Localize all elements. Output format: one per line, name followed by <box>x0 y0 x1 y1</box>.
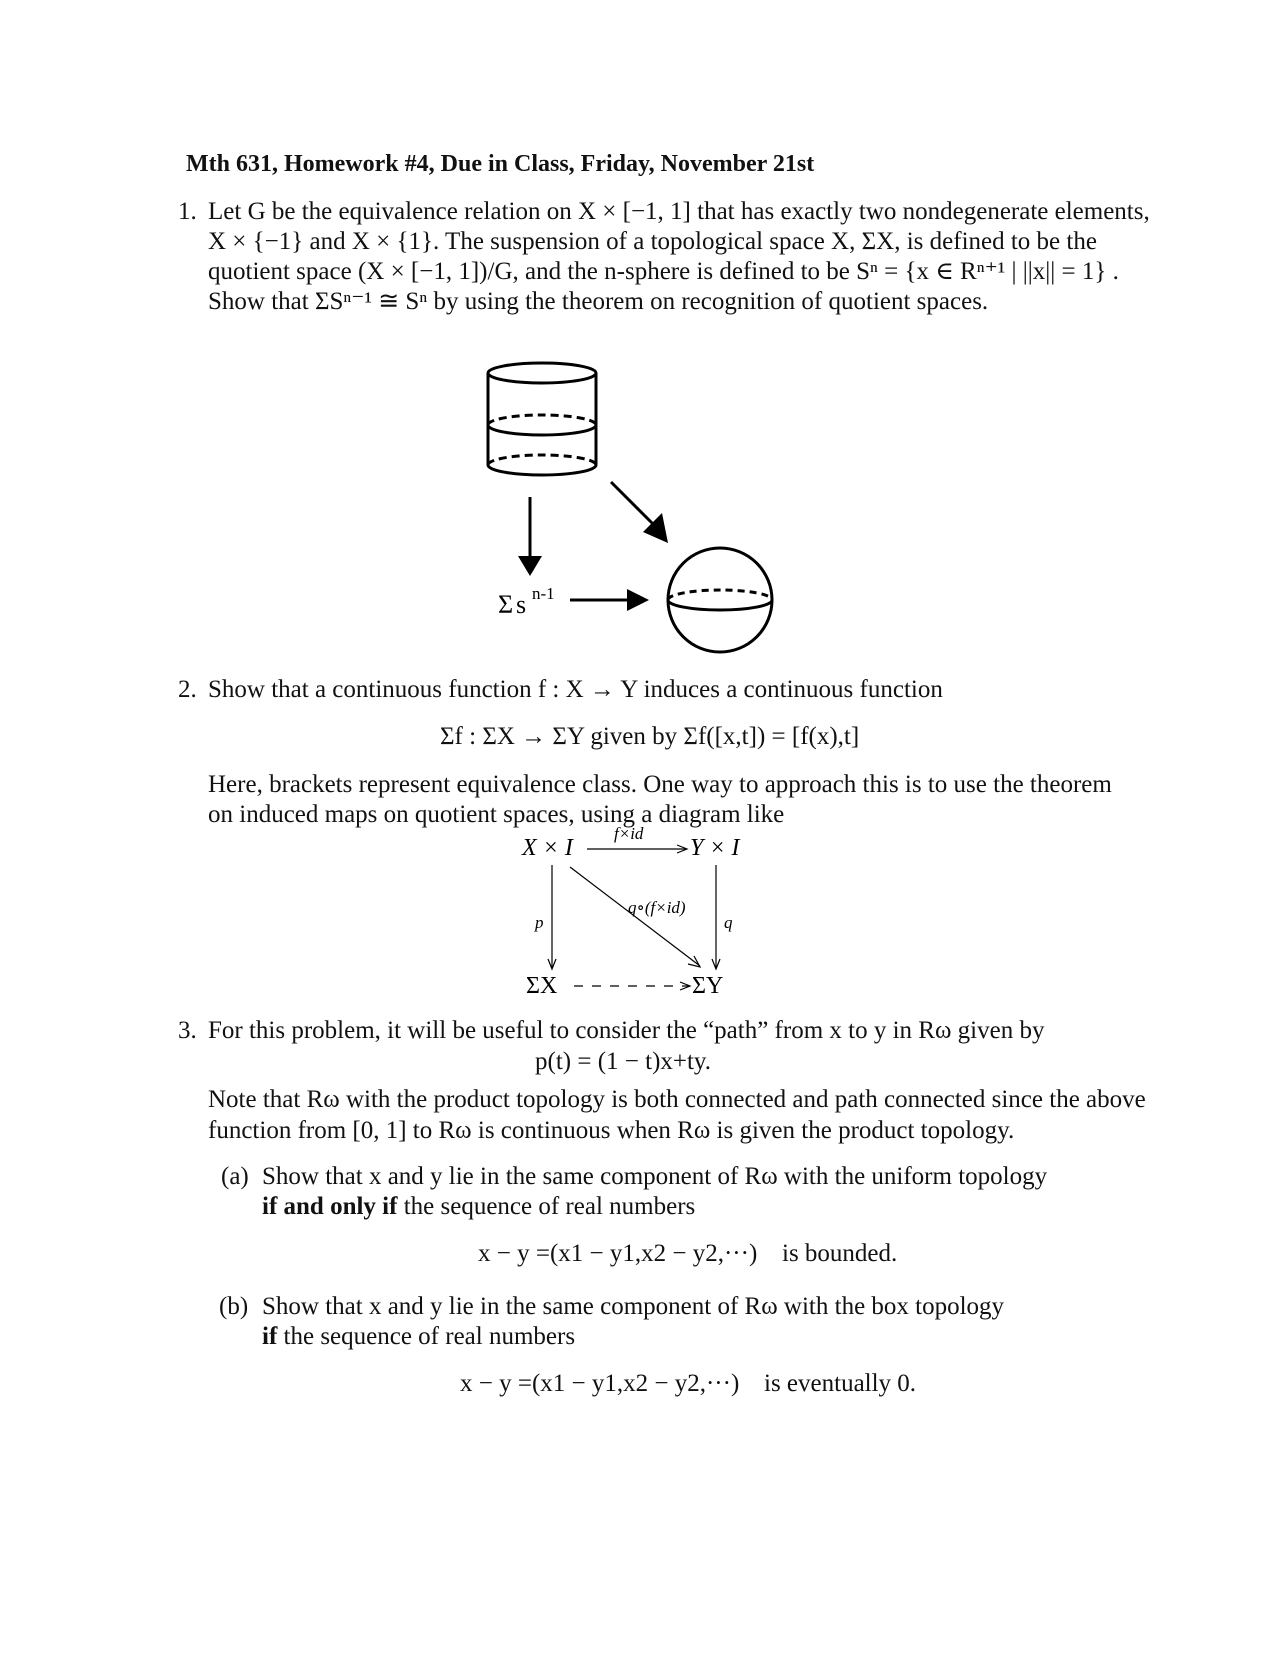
s-label: s <box>516 590 527 619</box>
right-arrow-label: q <box>724 913 733 932</box>
sigma-label: Σ <box>498 590 514 619</box>
diagonal-arrow-label: q∘(f×id) <box>628 898 686 917</box>
diagonal-arrow <box>611 482 668 543</box>
problem-3-line-1: Note that Rω with the product topology is both connected and path connected since the above <box>208 1086 1146 1113</box>
problem-2-line-1: Here, brackets represent equivalence class. One way to approach this is to use the theorem <box>208 771 1112 798</box>
part-a-formula: x − y =(x1 − y1,x2 − y2,···) <box>478 1240 758 1267</box>
part-a-label: (a) <box>221 1163 249 1190</box>
commutative-diagram <box>510 825 780 1005</box>
left-arrow-label: p <box>535 913 544 932</box>
part-b-label: (b) <box>219 1293 249 1320</box>
problem-3-line-2: function from [0, 1] to Rω is continuous when Rω is given the product topology. <box>208 1117 1015 1144</box>
sphere-figure <box>668 548 772 652</box>
top-right-node: Y × I <box>690 835 740 861</box>
part-a-line-2 <box>262 1192 695 1222</box>
part-a-line-1: Show that x and y lie in the same component of Rω with the uniform topology <box>262 1163 1048 1190</box>
page-title: Mth 631, Homework #4, Due in Class, Friday, November 21st <box>186 151 815 177</box>
top-arrow-label: f×id <box>614 825 644 843</box>
problem-1-line-2: X × {−1} and X × {1}. The suspension of a topological space X, ΣX, is defined to be the <box>208 228 1097 255</box>
problem-1-line-3: quotient space (X × [−1, 1])/G, and the n-sphere is defined to be Sⁿ = {x ∈ Rⁿ⁺¹ | ||x|| = 1} . <box>208 258 1119 285</box>
part-b-line-1: Show that x and y lie in the same component of Rω with the box topology <box>262 1293 1005 1320</box>
vertical-arrow <box>518 497 542 576</box>
part-b-bold-text: if <box>262 1323 278 1350</box>
horizontal-arrow <box>570 589 649 611</box>
part-b-line-2 <box>262 1322 575 1352</box>
exponent-label: n-1 <box>532 584 555 603</box>
problem-2-number: 2. <box>178 676 197 703</box>
right-arrow <box>712 865 720 969</box>
suspension-diagram <box>470 360 790 660</box>
problem-2-intro: Show that a continuous function f : X → Y induces a continuous function <box>208 676 943 703</box>
top-left-node: X × I <box>522 835 573 861</box>
problem-1-line-1: Let G be the equivalence relation on X × [−1, 1] that has exactly two nondegenerate elements, <box>208 198 1150 225</box>
dashed-arrow <box>574 982 690 990</box>
part-b-formula: x − y =(x1 − y1,x2 − y2,···) <box>460 1370 740 1397</box>
part-a-tail: is bounded. <box>782 1240 898 1267</box>
bottom-right-node: ΣY <box>692 973 724 999</box>
part-a-bold-text: if and only if <box>262 1193 398 1220</box>
problem-1-line-4: Show that ΣSⁿ⁻¹ ≅ Sⁿ by using the theorem on recognition of quotient spaces. <box>208 288 989 315</box>
part-a-line-2-rest: the sequence of real numbers <box>397 1193 696 1220</box>
problem-3-number: 3. <box>178 1017 197 1044</box>
problem-1-number: 1. <box>178 198 197 225</box>
top-arrow <box>587 845 687 853</box>
problem-2-formula: Σf : ΣX → ΣY given by Σf([x,t]) = [f(x),t] <box>440 723 860 750</box>
diagonal-map-arrow <box>570 867 700 967</box>
problem-2-line-2: on induced maps on quotient spaces, using a diagram like <box>208 801 785 828</box>
part-b-line-2-rest: the sequence of real numbers <box>277 1323 576 1350</box>
path-formula: p(t) = (1 − t)x+ty. <box>535 1048 712 1075</box>
problem-3-intro: For this problem, it will be useful to consider the “path” from x to y in Rω given by <box>208 1017 1045 1044</box>
part-b-tail: is eventually 0. <box>764 1370 917 1397</box>
cylinder-figure <box>488 363 596 475</box>
bottom-left-node: ΣX <box>526 973 558 999</box>
left-arrow <box>548 865 556 969</box>
